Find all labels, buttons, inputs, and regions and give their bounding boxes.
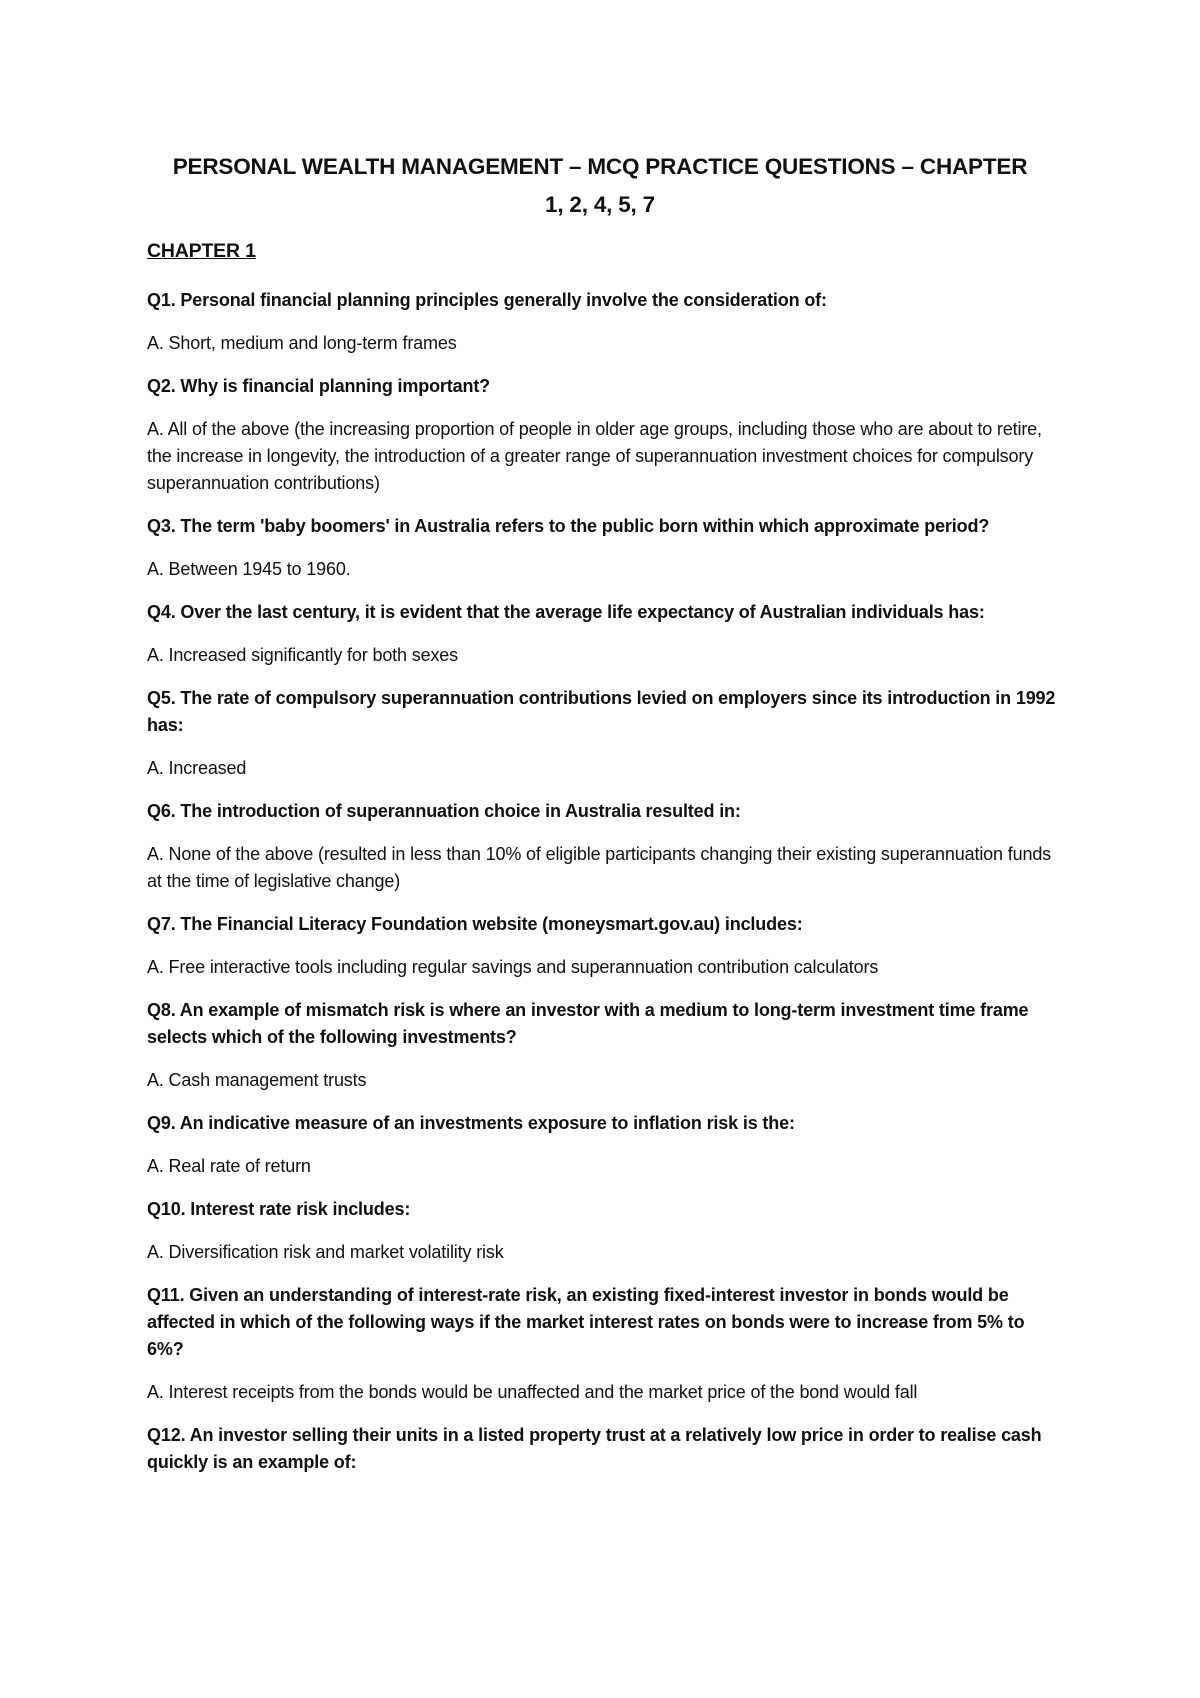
document-title-line-1: PERSONAL WEALTH MANAGEMENT – MCQ PRACTICE QUESTIONS – CHAPTER [172, 154, 1028, 179]
question-item-1 [147, 287, 1057, 357]
answer-text: A. Increased [147, 758, 247, 778]
question-item-4 [147, 599, 1057, 669]
answer-text: A. Real rate of return [147, 1156, 311, 1176]
answer-text: A. Between 1945 to 1960. [147, 559, 351, 579]
answer-text: A. Increased significantly for both sexes [147, 645, 459, 665]
question-text: Q1. Personal financial planning principles generally involve the consideration of: [147, 290, 827, 310]
answer-text: A. Interest receipts from the bonds would be unaffected and the market price of the bond would fall [147, 1382, 918, 1402]
answer-text: A. Free interactive tools including regular savings and superannuation contribution calculators [147, 957, 879, 977]
question-item-11 [147, 1282, 1057, 1406]
question-list [147, 287, 1057, 1492]
question-item-3 [147, 513, 1057, 583]
question-item-6 [147, 798, 1057, 895]
question-text: Q9. An indicative measure of an investments exposure to inflation risk is the: [147, 1113, 795, 1133]
question-item-12 [147, 1422, 1057, 1476]
answer-text: A. Cash management trusts [147, 1070, 367, 1090]
answer-text: A. Short, medium and long-term frames [147, 333, 457, 353]
question-item-10 [147, 1196, 1057, 1266]
question-text: Q11. Given an understanding of interest-rate risk, an existing fixed-interest investor in bonds would be affected in which of the following ways if the market interest rates on bonds were to increase from 5% to 6%? [147, 1285, 1025, 1359]
question-item-2 [147, 373, 1057, 497]
question-item-5 [147, 685, 1057, 782]
question-text: Q6. The introduction of superannuation choice in Australia resulted in: [147, 801, 741, 821]
answer-text: A. None of the above (resulted in less than 10% of eligible participants changing their existing superannuation funds at the time of legislative change) [147, 844, 1052, 891]
question-text: Q10. Interest rate risk includes: [147, 1199, 411, 1219]
question-text: Q4. Over the last century, it is evident that the average life expectancy of Australian individuals has: [147, 602, 985, 622]
chapter-heading: CHAPTER 1 [147, 240, 256, 262]
question-text: Q8. An example of mismatch risk is where an investor with a medium to long-term investment time frame selects which of the following investments? [147, 1000, 1029, 1047]
document-title [130, 148, 1070, 224]
question-text: Q5. The rate of compulsory superannuation contributions levied on employers since its introduction in 1992 has: [147, 688, 1056, 735]
question-text: Q7. The Financial Literacy Foundation website (moneysmart.gov.au) includes: [147, 914, 803, 934]
answer-text: A. Diversification risk and market volatility risk [147, 1242, 504, 1262]
question-item-7 [147, 911, 1057, 981]
answer-text: A. All of the above (the increasing proportion of people in older age groups, including those who are about to retire, the increase in longevity, the introduction of a greater range of superannuation investment choices for compulsory superannuation contributions) [147, 419, 1042, 493]
document-title-line-2: 1, 2, 4, 5, 7 [545, 192, 655, 217]
question-text: Q12. An investor selling their units in a listed property trust at a relatively low price in order to realise cash quickly is an example of: [147, 1425, 1042, 1472]
question-item-9 [147, 1110, 1057, 1180]
question-item-8 [147, 997, 1057, 1094]
question-text: Q3. The term 'baby boomers' in Australia refers to the public born within which approximate period? [147, 516, 990, 536]
question-text: Q2. Why is financial planning important? [147, 376, 491, 396]
